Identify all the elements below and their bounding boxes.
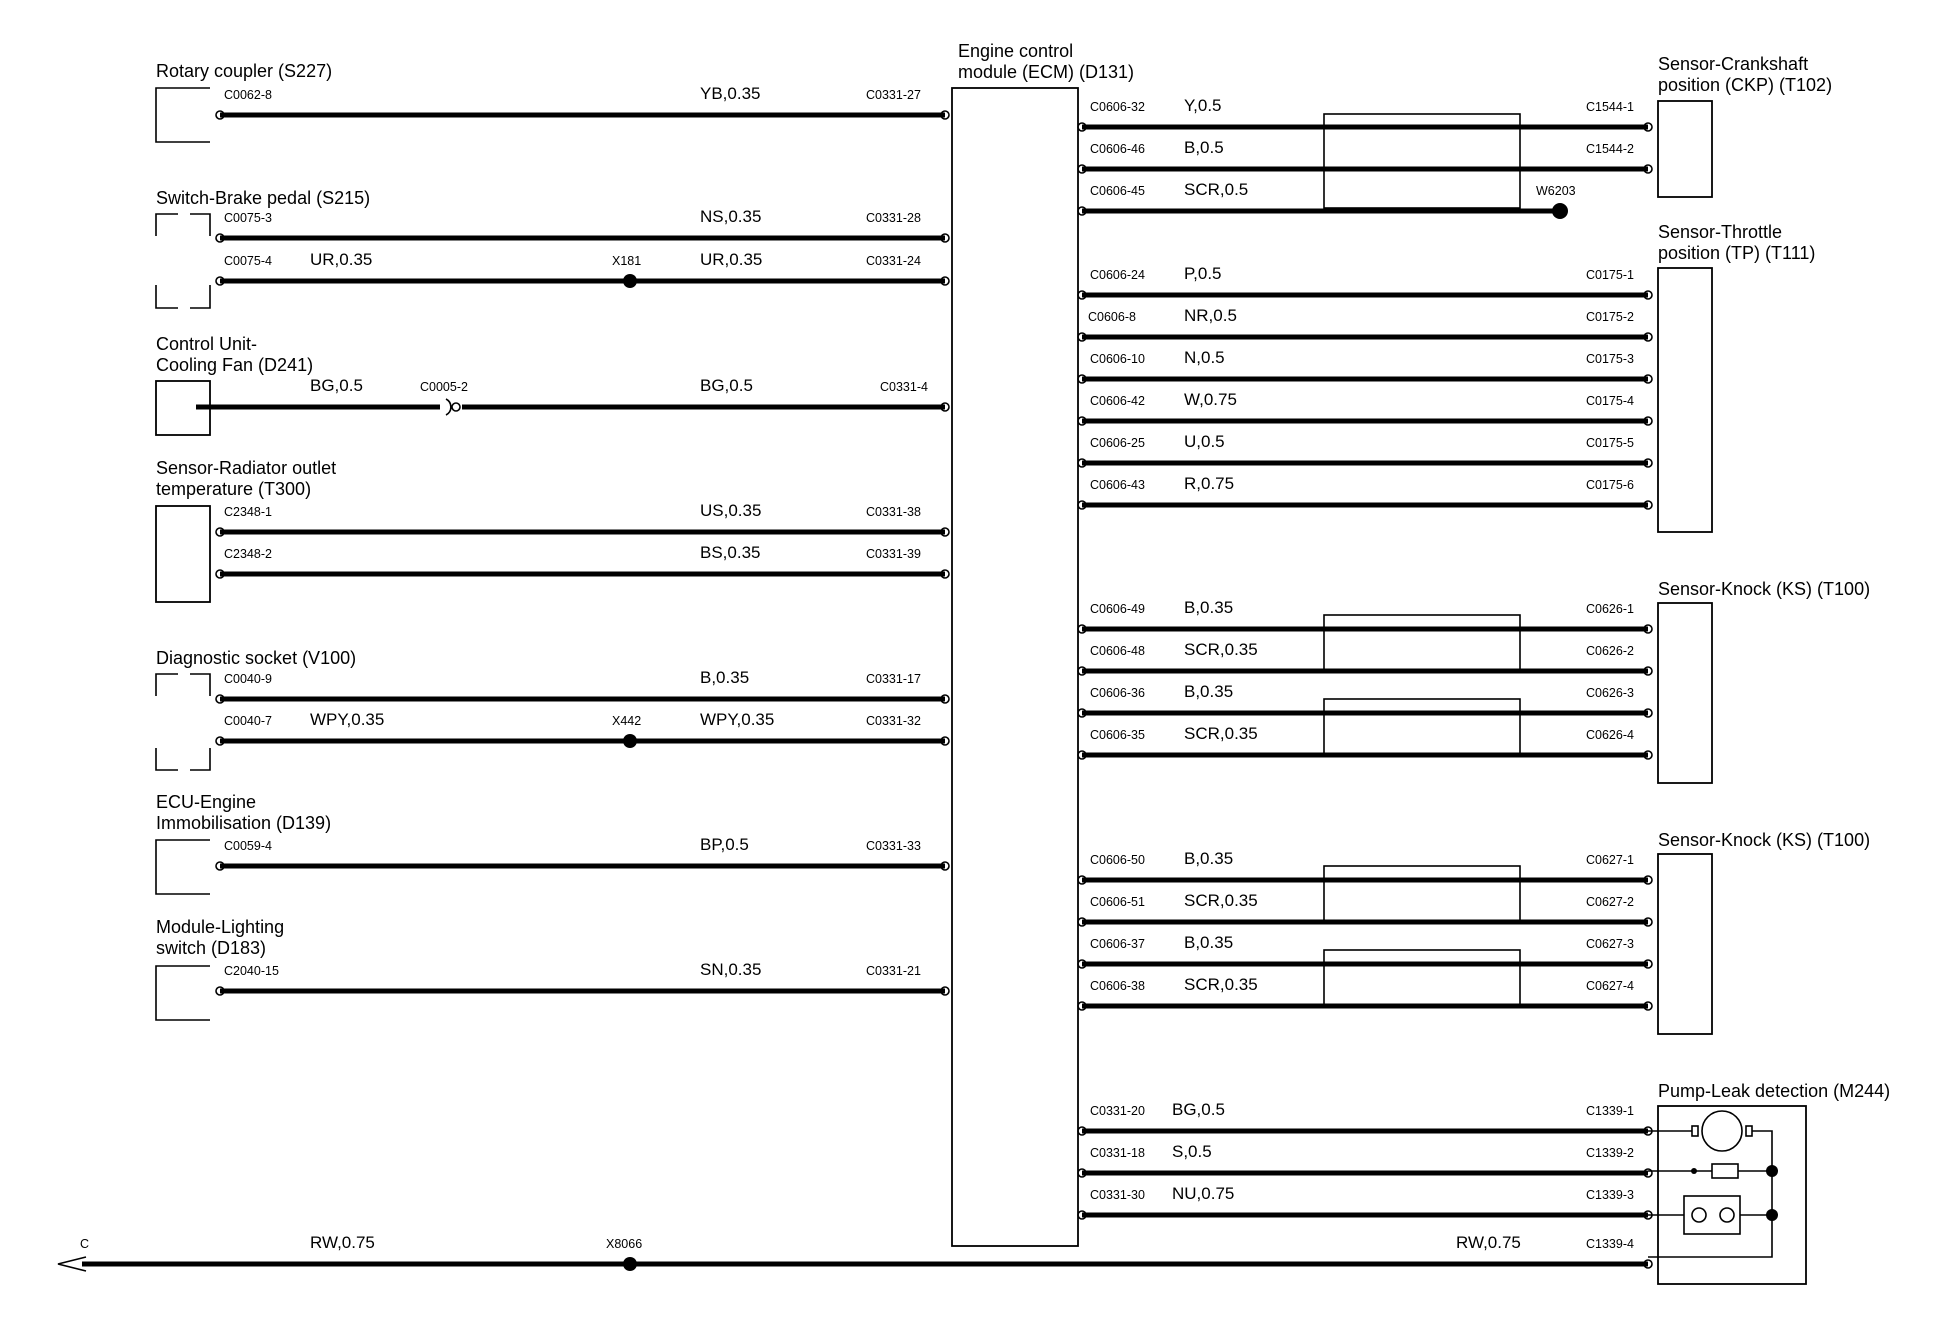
- component-label: Switch-Brake pedal (S215): [156, 188, 371, 208]
- component-box: [156, 214, 210, 308]
- connector-label: C0606-49: [1090, 602, 1145, 616]
- component-box: [156, 674, 210, 770]
- wire-color-label: NU,0.75: [1172, 1184, 1235, 1203]
- connector-label: C0606-32: [1090, 100, 1145, 114]
- connector-label: C0331-28: [866, 211, 921, 225]
- wire-color-label: R,0.75: [1184, 474, 1235, 493]
- connector-label: C0331-17: [866, 672, 921, 686]
- connector-label: C0331-24: [866, 254, 921, 268]
- component-knock-sensor-1: [1078, 579, 1870, 783]
- connector-label: C0331-30: [1090, 1188, 1145, 1202]
- wire-color-label: WPY,0.35: [310, 710, 385, 729]
- wire-color-label: SCR,0.5: [1184, 180, 1249, 199]
- connector-label: C0075-4: [224, 254, 272, 268]
- component-box: [156, 840, 210, 894]
- connector-label: C0331-27: [866, 88, 921, 102]
- connector-label: C0627-4: [1586, 979, 1634, 993]
- component-switch-brake-pedal: [156, 188, 949, 308]
- connector-label: C0626-4: [1586, 728, 1634, 742]
- connector-label: C0059-4: [224, 839, 272, 853]
- wire-color-label: SCR,0.35: [1184, 640, 1258, 659]
- connector-label: C1339-4: [1586, 1237, 1634, 1251]
- connector-label: C0606-46: [1090, 142, 1145, 156]
- component-label: Immobilisation (D139): [156, 813, 332, 833]
- wire-color-label: P,0.5: [1184, 264, 1222, 283]
- arrow-left-icon: [58, 1257, 86, 1271]
- component-knock-sensor-2: [1078, 830, 1870, 1034]
- shield-box: [1324, 866, 1520, 922]
- shield-box: [1324, 950, 1520, 1006]
- connector-label: C0606-42: [1090, 394, 1145, 408]
- connector-label: C0331-21: [866, 964, 921, 978]
- connector-label: C0331-18: [1090, 1146, 1145, 1160]
- connector-label: C0040-9: [224, 672, 272, 686]
- wire-color-label: BP,0.5: [700, 835, 749, 854]
- connector-label: C0331-38: [866, 505, 921, 519]
- component-rotary-coupler: [156, 61, 949, 142]
- wire-color-label: B,0.35: [1184, 849, 1234, 868]
- connector-label: C0062-8: [224, 88, 272, 102]
- component-label: Control Unit-: [156, 334, 258, 354]
- connector-label: C0606-25: [1090, 436, 1145, 450]
- tp-wires: [1078, 291, 1652, 509]
- connector-label: C0331-33: [866, 839, 921, 853]
- component-box: [1658, 268, 1712, 532]
- component-label: position (CKP) (T102): [1658, 75, 1833, 95]
- connector-label: C2348-2: [224, 547, 272, 561]
- connector-label: C0175-4: [1586, 394, 1634, 408]
- splice-dot: [623, 734, 637, 748]
- wire-color-label: UR,0.35: [700, 250, 763, 269]
- connector-label: C1544-2: [1586, 142, 1634, 156]
- ground-label: W6203: [1536, 184, 1576, 198]
- splice-label: X442: [612, 714, 642, 728]
- connector-label: C0175-2: [1586, 310, 1634, 324]
- connector-label: C0627-2: [1586, 895, 1634, 909]
- ecm-title-line1: Engine control: [958, 41, 1074, 61]
- component-box: [1658, 101, 1712, 197]
- connector-label: C0606-10: [1090, 352, 1145, 366]
- wire-color-label: NR,0.5: [1184, 306, 1237, 325]
- splice-dot: [623, 274, 637, 288]
- component-box: [156, 506, 210, 602]
- component-label: ECU-Engine: [156, 792, 257, 812]
- wire-color-label: N,0.5: [1184, 348, 1225, 367]
- wire-color-label: SCR,0.35: [1184, 975, 1258, 994]
- pin-icon: [452, 403, 460, 411]
- connector-label: C0606-45: [1090, 184, 1145, 198]
- wire-color-label: BS,0.35: [700, 543, 761, 562]
- component-radiator-outlet-sensor: [156, 458, 949, 602]
- wire-color-label: RW,0.75: [1456, 1233, 1521, 1252]
- connector-label: C1544-1: [1586, 100, 1634, 114]
- component-cooling-fan-control: [156, 334, 949, 435]
- connector-label: C0606-43: [1090, 478, 1145, 492]
- wire-color-label: B,0.35: [700, 668, 750, 687]
- connector-label: C0606-24: [1090, 268, 1145, 282]
- wire-color-label: US,0.35: [700, 501, 762, 520]
- connector-label: C0606-38: [1090, 979, 1145, 993]
- component-label: Cooling Fan (D241): [156, 355, 314, 375]
- component-throttle-position-sensor: [1078, 222, 1815, 532]
- wire-color-label: SCR,0.35: [1184, 891, 1258, 910]
- inline-connector-icon: [446, 399, 451, 415]
- wire-color-label: B,0.35: [1184, 682, 1234, 701]
- shield-box: [1324, 615, 1520, 671]
- connector-label: C0175-5: [1586, 436, 1634, 450]
- connector-label: C0627-1: [1586, 853, 1634, 867]
- connector-label: C0606-50: [1090, 853, 1145, 867]
- connector-label: C0040-7: [224, 714, 272, 728]
- connector-label: C0175-6: [1586, 478, 1634, 492]
- component-label: Sensor-Radiator outlet: [156, 458, 337, 478]
- component-box: [1658, 854, 1712, 1034]
- component-label: Sensor-Throttle: [1658, 222, 1783, 242]
- connector-label: C0606-35: [1090, 728, 1145, 742]
- connector-label: C0627-3: [1586, 937, 1634, 951]
- wire-color-label: B,0.35: [1184, 598, 1234, 617]
- connector-label: C1339-1: [1586, 1104, 1634, 1118]
- component-label: Module-Lighting: [156, 917, 285, 937]
- connector-label: C0606-8: [1088, 310, 1136, 324]
- connector-label: C0005-2: [420, 380, 468, 394]
- component-label: position (TP) (T111): [1658, 243, 1816, 263]
- wire-color-label: SN,0.35: [700, 960, 762, 979]
- connector-label: C0175-1: [1586, 268, 1634, 282]
- wire-color-label: B,0.35: [1184, 933, 1234, 952]
- bottom-wire: [58, 1233, 1652, 1271]
- connector-label: C0331-4: [880, 380, 928, 394]
- shield-box: [1324, 699, 1520, 755]
- splice-dot: [623, 1257, 637, 1271]
- wire-color-label: U,0.5: [1184, 432, 1225, 451]
- wire-color-label: WPY,0.35: [700, 710, 775, 729]
- ecm-box: [952, 88, 1078, 1246]
- ground-dot: [1552, 203, 1568, 219]
- component-leak-detection-pump: [1078, 1081, 1890, 1284]
- wire-color-label: S,0.5: [1172, 1142, 1212, 1161]
- wire-color-label: SCR,0.35: [1184, 724, 1258, 743]
- wire-color-label: YB,0.35: [700, 84, 761, 103]
- component-label: Sensor-Crankshaft: [1658, 54, 1809, 74]
- wire-color-label: UR,0.35: [310, 250, 373, 269]
- wire-color-label: BG,0.5: [700, 376, 753, 395]
- wire-color-label: BG,0.5: [310, 376, 363, 395]
- off-page-ref: C: [80, 1237, 90, 1251]
- component-box: [156, 966, 210, 1020]
- connector-label: C1339-3: [1586, 1188, 1634, 1202]
- wire-color-label: B,0.5: [1184, 138, 1224, 157]
- component-label: Rotary coupler (S227): [156, 61, 333, 81]
- wire-color-label: RW,0.75: [310, 1233, 375, 1252]
- connector-label: C0606-51: [1090, 895, 1145, 909]
- connector-label: C0626-2: [1586, 644, 1634, 658]
- connector-label: C2348-1: [224, 505, 272, 519]
- connector-label: C0175-3: [1586, 352, 1634, 366]
- connector-label: C0075-3: [224, 211, 272, 225]
- wire-color-label: NS,0.35: [700, 207, 762, 226]
- component-label: Sensor-Knock (KS) (T100): [1658, 830, 1871, 850]
- connector-label: C0626-1: [1586, 602, 1634, 616]
- component-label: temperature (T300): [156, 479, 312, 499]
- component-label: Pump-Leak detection (M244): [1658, 1081, 1891, 1101]
- wire-color-label: Y,0.5: [1184, 96, 1222, 115]
- component-label: switch (D183): [156, 938, 267, 958]
- component-label: Diagnostic socket (V100): [156, 648, 357, 668]
- connector-label: C0606-36: [1090, 686, 1145, 700]
- connector-label: C0331-20: [1090, 1104, 1145, 1118]
- component-immobilisation-ecu: [156, 792, 949, 894]
- component-lighting-switch-module: [156, 917, 949, 1020]
- connector-label: C1339-2: [1586, 1146, 1634, 1160]
- component-box: [1658, 603, 1712, 783]
- connector-label: C0331-32: [866, 714, 921, 728]
- connector-label: C2040-15: [224, 964, 279, 978]
- splice-label: X8066: [606, 1237, 643, 1251]
- connector-label: C0606-48: [1090, 644, 1145, 658]
- connector-label: C0606-37: [1090, 937, 1145, 951]
- connector-label: C0331-39: [866, 547, 921, 561]
- component-label: Sensor-Knock (KS) (T100): [1658, 579, 1871, 599]
- component-box: [156, 88, 210, 142]
- splice-label: X181: [612, 254, 642, 268]
- component-crankshaft-sensor: [1078, 54, 1832, 219]
- component-diagnostic-socket: [156, 648, 949, 770]
- wire-color-label: BG,0.5: [1172, 1100, 1225, 1119]
- wire-color-label: W,0.75: [1184, 390, 1237, 409]
- ecm-title-line2: module (ECM) (D131): [958, 62, 1135, 82]
- connector-label: C0626-3: [1586, 686, 1634, 700]
